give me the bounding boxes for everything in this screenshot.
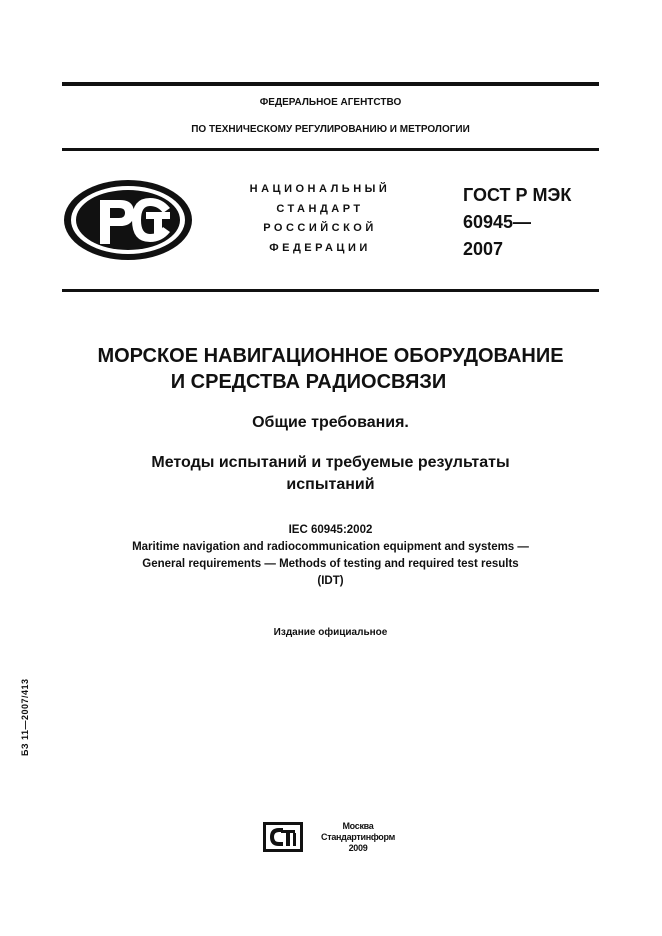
publisher-year: 2009 <box>348 843 368 853</box>
designation-line-2: 60945— <box>463 212 532 232</box>
agency-line-2: ПО ТЕХНИЧЕСКОМУ РЕГУЛИРОВАНИЮ И МЕТРОЛОГИИ <box>191 124 470 135</box>
standard-type-line-4: ФЕДЕРАЦИИ <box>269 242 371 254</box>
standard-type-line-3: РОССИЙСКОЙ <box>263 222 377 234</box>
iec-line-3: (IDT) <box>317 575 344 587</box>
iec-line-1: Maritime navigation and radiocommunication equipment and systems — <box>132 541 529 553</box>
title-line-1: МОРСКОЕ НАВИГАЦИОННОЕ ОБОРУДОВАНИЕ <box>97 345 564 367</box>
gost-r-logo-icon <box>62 178 194 262</box>
iec-line-2: General requirements — Methods of testing and required test results <box>142 558 519 570</box>
iec-code: IEC 60945:2002 <box>288 524 373 536</box>
edition-note: Издание официальное <box>273 627 388 638</box>
agency-line-1: ФЕДЕРАЛЬНОЕ АГЕНТСТВО <box>259 97 402 108</box>
side-code: БЗ 11—2007/413 <box>20 678 30 756</box>
top-rule-thick <box>62 82 599 86</box>
subtitle-2-line-2: испытаний <box>286 476 375 493</box>
standartinform-logo-icon <box>263 822 303 852</box>
subtitle-2-line-1: Методы испытаний и требуемые результаты <box>151 454 510 471</box>
designation-line-3: 2007 <box>463 239 504 259</box>
title-line-2: И СРЕДСТВА РАДИОСВЯЗИ <box>170 371 447 393</box>
publisher-name: Стандартинформ <box>321 832 395 842</box>
standard-type-line-1: НАЦИОНАЛЬНЫЙ <box>249 183 391 195</box>
title-rule <box>62 289 599 292</box>
designation-line-1: ГОСТ Р МЭК <box>463 185 572 205</box>
header-rule <box>62 148 599 151</box>
subtitle-1: Общие требования. <box>252 414 409 431</box>
publisher-city: Москва <box>342 821 374 831</box>
standard-type-line-2: СТАНДАРТ <box>276 203 364 215</box>
